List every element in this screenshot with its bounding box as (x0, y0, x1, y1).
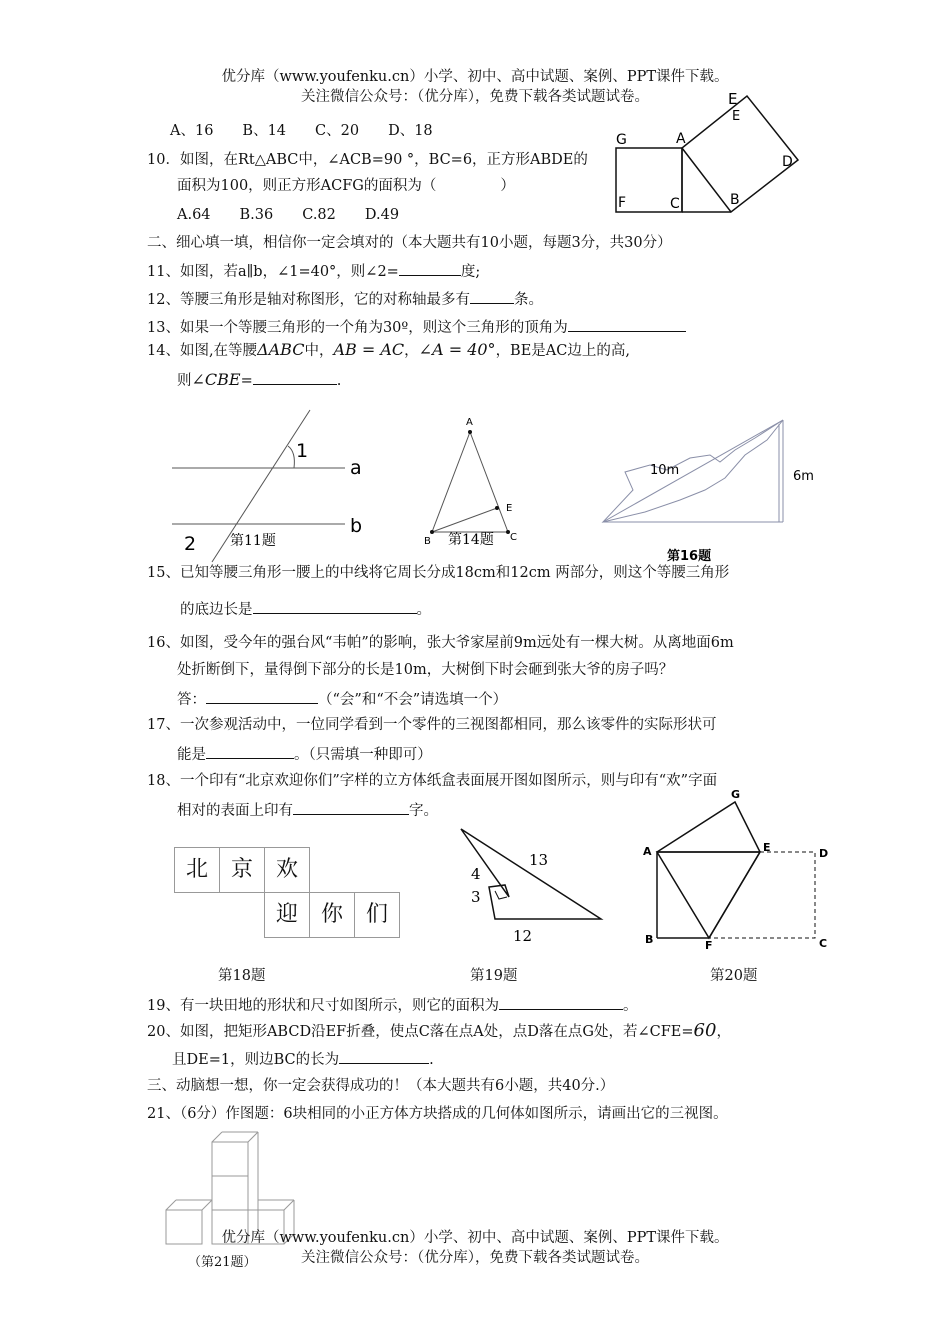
header-line1: 优分库（www.youfenku.cn）小学、初中、高中试题、案例、PPT课件下载。 (221, 69, 729, 85)
net-cell-ni: 你 (309, 892, 355, 938)
q18-line1: 18、一个印有“北京欢迎你们”字样的立方体纸盒表面展开图如图所示，则与印有“欢”字面 (147, 773, 718, 789)
net-cell-ying: 迎 (264, 892, 310, 938)
q13: 13、如果一个等腰三角形的一个角为30º，则这个三角形的顶角为 (147, 316, 686, 338)
q14-label-a: A (466, 417, 473, 428)
q19-side-12: 12 (513, 927, 533, 945)
q10-label-e-top: E (728, 90, 738, 108)
figure-q19 (455, 825, 615, 950)
q10-label-f: F (618, 195, 627, 211)
q19-blank[interactable] (499, 994, 623, 1010)
q19-side-4: 4 (471, 865, 481, 883)
q16-length-10: 10m (650, 463, 680, 478)
figure-q14 (420, 410, 550, 550)
q10-line1: 10．如图，在Rt△ABC中，∠ACB=90 °，BC=6，正方形ABDE的 (147, 152, 588, 168)
q17-line2: 能是 。（只需填一种即可） (177, 743, 432, 765)
q18-line2: 相对的表面上印有 字。 (177, 799, 438, 821)
q11-angle2-label: 2 (184, 533, 197, 555)
q20-blank[interactable] (339, 1048, 429, 1064)
q20-label-a: A (643, 845, 652, 858)
section3-heading: 三、动脑想一想，你一定会获得成功的！（本大题共有6小题，共40分.） (147, 1078, 615, 1094)
q14-blank[interactable] (253, 369, 337, 385)
q10-options: A.64 B.36 C.82 D.49 (177, 207, 400, 223)
q18-caption: 第18题 (218, 968, 266, 984)
q16-blank[interactable] (206, 688, 318, 704)
q14-label-c: C (510, 532, 517, 543)
q11-line-a-label: a (350, 457, 362, 479)
figure-q11 (160, 400, 390, 560)
q10-label-c: C (670, 196, 680, 212)
figure-q20 (635, 785, 845, 955)
q11-angle1-label: 1 (296, 440, 309, 462)
q9-options: A、16 B、14 C、20 D、18 (170, 123, 433, 139)
q10-line2: 面积为100，则正方形ACFG的面积为（ ） (177, 178, 515, 194)
net-cell-huan: 欢 (264, 847, 310, 893)
q13-blank[interactable] (568, 316, 686, 332)
q10-label-e: E (732, 109, 741, 124)
q14-label-e: E (506, 503, 513, 514)
section2-heading: 二、细心填一填，相信你一定会填对的（本大题共有10小题，每题3分，共30分） (147, 235, 672, 251)
q16-line3: 答： （“会”和“不会”请选填一个） (177, 688, 507, 710)
net-cell-bei: 北 (174, 847, 220, 893)
footer-line2: 关注微信公众号：（优分库），免费下载各类试题试卷。 (301, 1250, 649, 1266)
q14-label-b: B (424, 536, 431, 547)
q19-side-13: 13 (529, 851, 549, 869)
q10-label-a: A (676, 131, 686, 147)
figure-q10 (600, 90, 820, 220)
net-cell-jing: 京 (219, 847, 265, 893)
figure-q16 (595, 410, 835, 570)
q20-label-d: D (819, 847, 829, 860)
q20-label-f: F (705, 939, 713, 952)
header-line2: 关注微信公众号：（优分库），免费下载各类试题试卷。 (301, 89, 649, 105)
q21: 21、（6分）作图题：6块相同的小正方体方块搭成的几何体如图所示，请画出它的三视图。 (147, 1106, 728, 1122)
q19: 19、有一块田地的形状和尺寸如图所示，则它的面积为 。 (147, 994, 637, 1016)
q20-label-g: G (731, 788, 741, 801)
q21-caption: （第21题） (188, 1255, 257, 1270)
q15-line1: 15、已知等腰三角形一腰上的中线将它周长分成18cm和12cm 两部分，则这个等腰三角形 (147, 565, 730, 581)
q20-line1: 20、如图，把矩形ABCD沿EF折叠，使点C落在点A处，点D落在点G处，若∠CFE=60， (147, 1020, 731, 1041)
q20-label-b: B (645, 933, 654, 946)
q10-label-g: G (616, 132, 627, 148)
q14-line1: 14、如图,在等腰ΔABC中，AB = AC，∠A = 40°，BE是AC边上的高, (147, 340, 630, 359)
q16-line2: 处折断倒下，量得倒下部分的长是10m，大树倒下时会砸到张大爷的房子吗？ (177, 662, 674, 678)
q15-line2: 的底边长是 。 (180, 598, 431, 620)
q10-label-d: D (782, 154, 793, 170)
q19-caption: 第19题 (470, 968, 518, 984)
q20-label-e: E (763, 841, 771, 854)
q20-label-c: C (819, 937, 828, 950)
q14-caption: 第14题 (448, 532, 494, 548)
q14-line2: 则∠CBE= . (177, 370, 342, 389)
q20-line2: 且DE=1，则边BC的长为 . (172, 1048, 434, 1070)
net-cell-men: 们 (354, 892, 400, 938)
q16-length-6: 6m (793, 469, 814, 484)
q11-line-b-label: b (350, 515, 363, 537)
q12: 12、等腰三角形是轴对称图形，它的对称轴最多有 条。 (147, 288, 543, 310)
q19-side-3: 3 (471, 888, 481, 906)
q16-caption: 第16题 (667, 549, 712, 564)
q11-caption: 第11题 (230, 533, 276, 549)
q16-line1: 16、如图，受今年的强台风“韦帕”的影响，张大爷家屋前9m远处有一棵大树。从离地面6m (147, 635, 734, 651)
q17-blank[interactable] (206, 743, 294, 759)
footer-line1: 优分库（www.youfenku.cn）小学、初中、高中试题、案例、PPT课件下载。 (221, 1230, 729, 1246)
q18-blank[interactable] (293, 799, 409, 815)
q15-blank[interactable] (253, 598, 417, 614)
q17-line1: 17、一次参观活动中，一位同学看到一个零件的三视图都相同，那么该零件的实际形状可 (147, 717, 717, 733)
q10-label-b: B (730, 192, 740, 208)
q20-caption: 第20题 (710, 968, 758, 984)
q12-blank[interactable] (470, 288, 514, 304)
q11: 11、如图，若a∥b，∠1=40°，则∠2= 度; (147, 260, 480, 282)
q11-blank[interactable] (399, 260, 461, 276)
